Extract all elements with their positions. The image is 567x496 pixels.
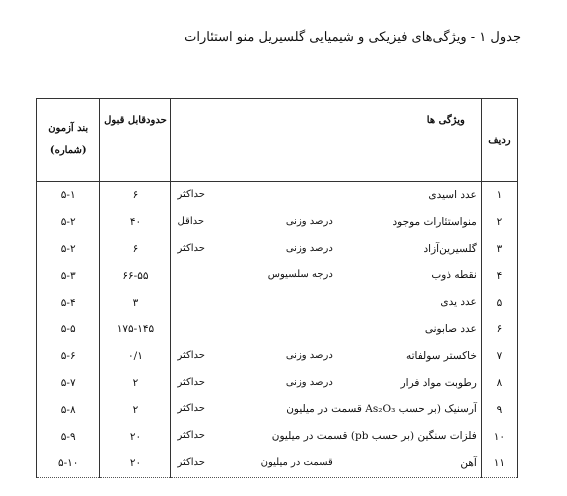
- row-number: ۵: [481, 289, 517, 316]
- table-row: [37, 236, 518, 263]
- row-number: ۲: [481, 209, 517, 236]
- property-name: عدد صابونی: [424, 322, 477, 335]
- table-row: [37, 289, 518, 316]
- property-qualifier: حداکثر: [177, 456, 205, 468]
- table-row: [37, 209, 518, 236]
- limit-value: ۲: [100, 396, 171, 423]
- table-row: [37, 450, 518, 477]
- limit-value: ۰/۱: [100, 343, 171, 370]
- property-name: نقطه ذوب: [431, 269, 477, 282]
- property-unit: درصد وزنی: [285, 242, 333, 254]
- row-number: ۴: [481, 262, 517, 289]
- property-unit: درصد وزنی: [285, 349, 333, 361]
- property-qualifier: حداکثر: [177, 403, 205, 415]
- table-row: [37, 316, 518, 343]
- table-header-row: [37, 99, 518, 182]
- limit-value: ۶: [100, 182, 171, 209]
- property-name: عدد اسیدی: [428, 189, 477, 201]
- property-cell: [171, 316, 481, 343]
- property-unit: درصد وزنی: [285, 376, 333, 388]
- table-title: جدول ۱ - ویژگی‌های فیزیکی و شیمیایی گلسیریل منو استئارات: [184, 30, 521, 45]
- limit-value: ۲۰: [100, 423, 171, 450]
- table-row: [37, 370, 518, 397]
- test-clause: ۵-۷: [37, 370, 100, 397]
- property-name: خاکستر سولفاته: [405, 349, 477, 362]
- limit-value: ۶۶-۵۵: [100, 262, 171, 289]
- row-number: ۳: [481, 236, 517, 263]
- row-number: ۱: [481, 182, 517, 209]
- test-clause: ۵-۶: [37, 343, 100, 370]
- header-row-number: ردیف: [481, 99, 517, 182]
- property-qualifier: حداکثر: [177, 349, 205, 361]
- property-name: فلزات سنگین (بر حسب pb) قسمت در میلیون: [271, 430, 477, 443]
- property-name: عدد یدی: [440, 296, 477, 309]
- property-name: آرسنیک (بر حسب As₂O₃ قسمت در میلیون: [286, 403, 477, 416]
- row-number: ۹: [481, 396, 517, 423]
- test-clause: ۵-۲: [37, 209, 100, 236]
- row-number: ۷: [481, 343, 517, 370]
- property-cell: [171, 450, 481, 477]
- header-property: ویژگی ها: [171, 99, 481, 182]
- property-cell: [171, 423, 481, 450]
- property-cell: [171, 343, 481, 370]
- property-name: رطوبت مواد فرار: [400, 376, 477, 389]
- property-name: آهن: [460, 456, 477, 469]
- table-row: [37, 262, 518, 289]
- test-clause: ۵-۹: [37, 423, 100, 450]
- table-row: [37, 396, 518, 423]
- property-cell: [171, 289, 481, 316]
- row-number: ۱۰: [481, 423, 517, 450]
- property-qualifier: حداکثر: [177, 189, 205, 200]
- row-number: ۸: [481, 370, 517, 397]
- test-clause: ۵-۵: [37, 316, 100, 343]
- test-clause: ۵-۱: [37, 182, 100, 209]
- property-name: گلسیرین‌آزاد: [423, 242, 477, 255]
- header-test-clause: [37, 99, 100, 182]
- test-clause: ۵-۱۰: [37, 450, 100, 477]
- row-number: ۶: [481, 316, 517, 343]
- property-unit: قسمت در میلیون: [260, 456, 333, 468]
- property-unit: درصد وزنی: [285, 215, 333, 227]
- table-row: [37, 423, 518, 450]
- row-number: ۱۱: [481, 450, 517, 477]
- property-cell: [171, 262, 481, 289]
- properties-table: [36, 98, 518, 478]
- test-clause: ۵-۲: [37, 236, 100, 263]
- property-cell: [171, 370, 481, 397]
- limit-value: ۲۰: [100, 450, 171, 477]
- test-clause: ۵-۴: [37, 289, 100, 316]
- limit-value: ۱۷۵-۱۴۵: [100, 316, 171, 343]
- header-limit: حدودقابل قبول: [100, 99, 171, 182]
- limit-value: ۲: [100, 370, 171, 397]
- limit-value: ۶: [100, 236, 171, 263]
- property-qualifier: حداکثر: [177, 376, 205, 388]
- limit-value: ۴۰: [100, 209, 171, 236]
- header-test-line1: بند آزمون: [48, 123, 89, 134]
- property-unit: درجه سلسیوس: [267, 269, 333, 281]
- property-cell: [171, 236, 481, 263]
- property-cell: [171, 182, 481, 209]
- table-row: [37, 343, 518, 370]
- property-name: منواستئارات موجود: [392, 215, 477, 228]
- header-test-line2: (شماره): [49, 145, 87, 156]
- property-qualifier: حداکثر: [177, 242, 205, 254]
- test-clause: ۵-۳: [37, 262, 100, 289]
- test-clause: ۵-۸: [37, 396, 100, 423]
- limit-value: ۳: [100, 289, 171, 316]
- table-row: [37, 182, 518, 209]
- property-cell: [171, 209, 481, 236]
- property-cell: [171, 396, 481, 423]
- property-qualifier: حداقل: [177, 215, 205, 227]
- property-qualifier: حداکثر: [177, 430, 205, 442]
